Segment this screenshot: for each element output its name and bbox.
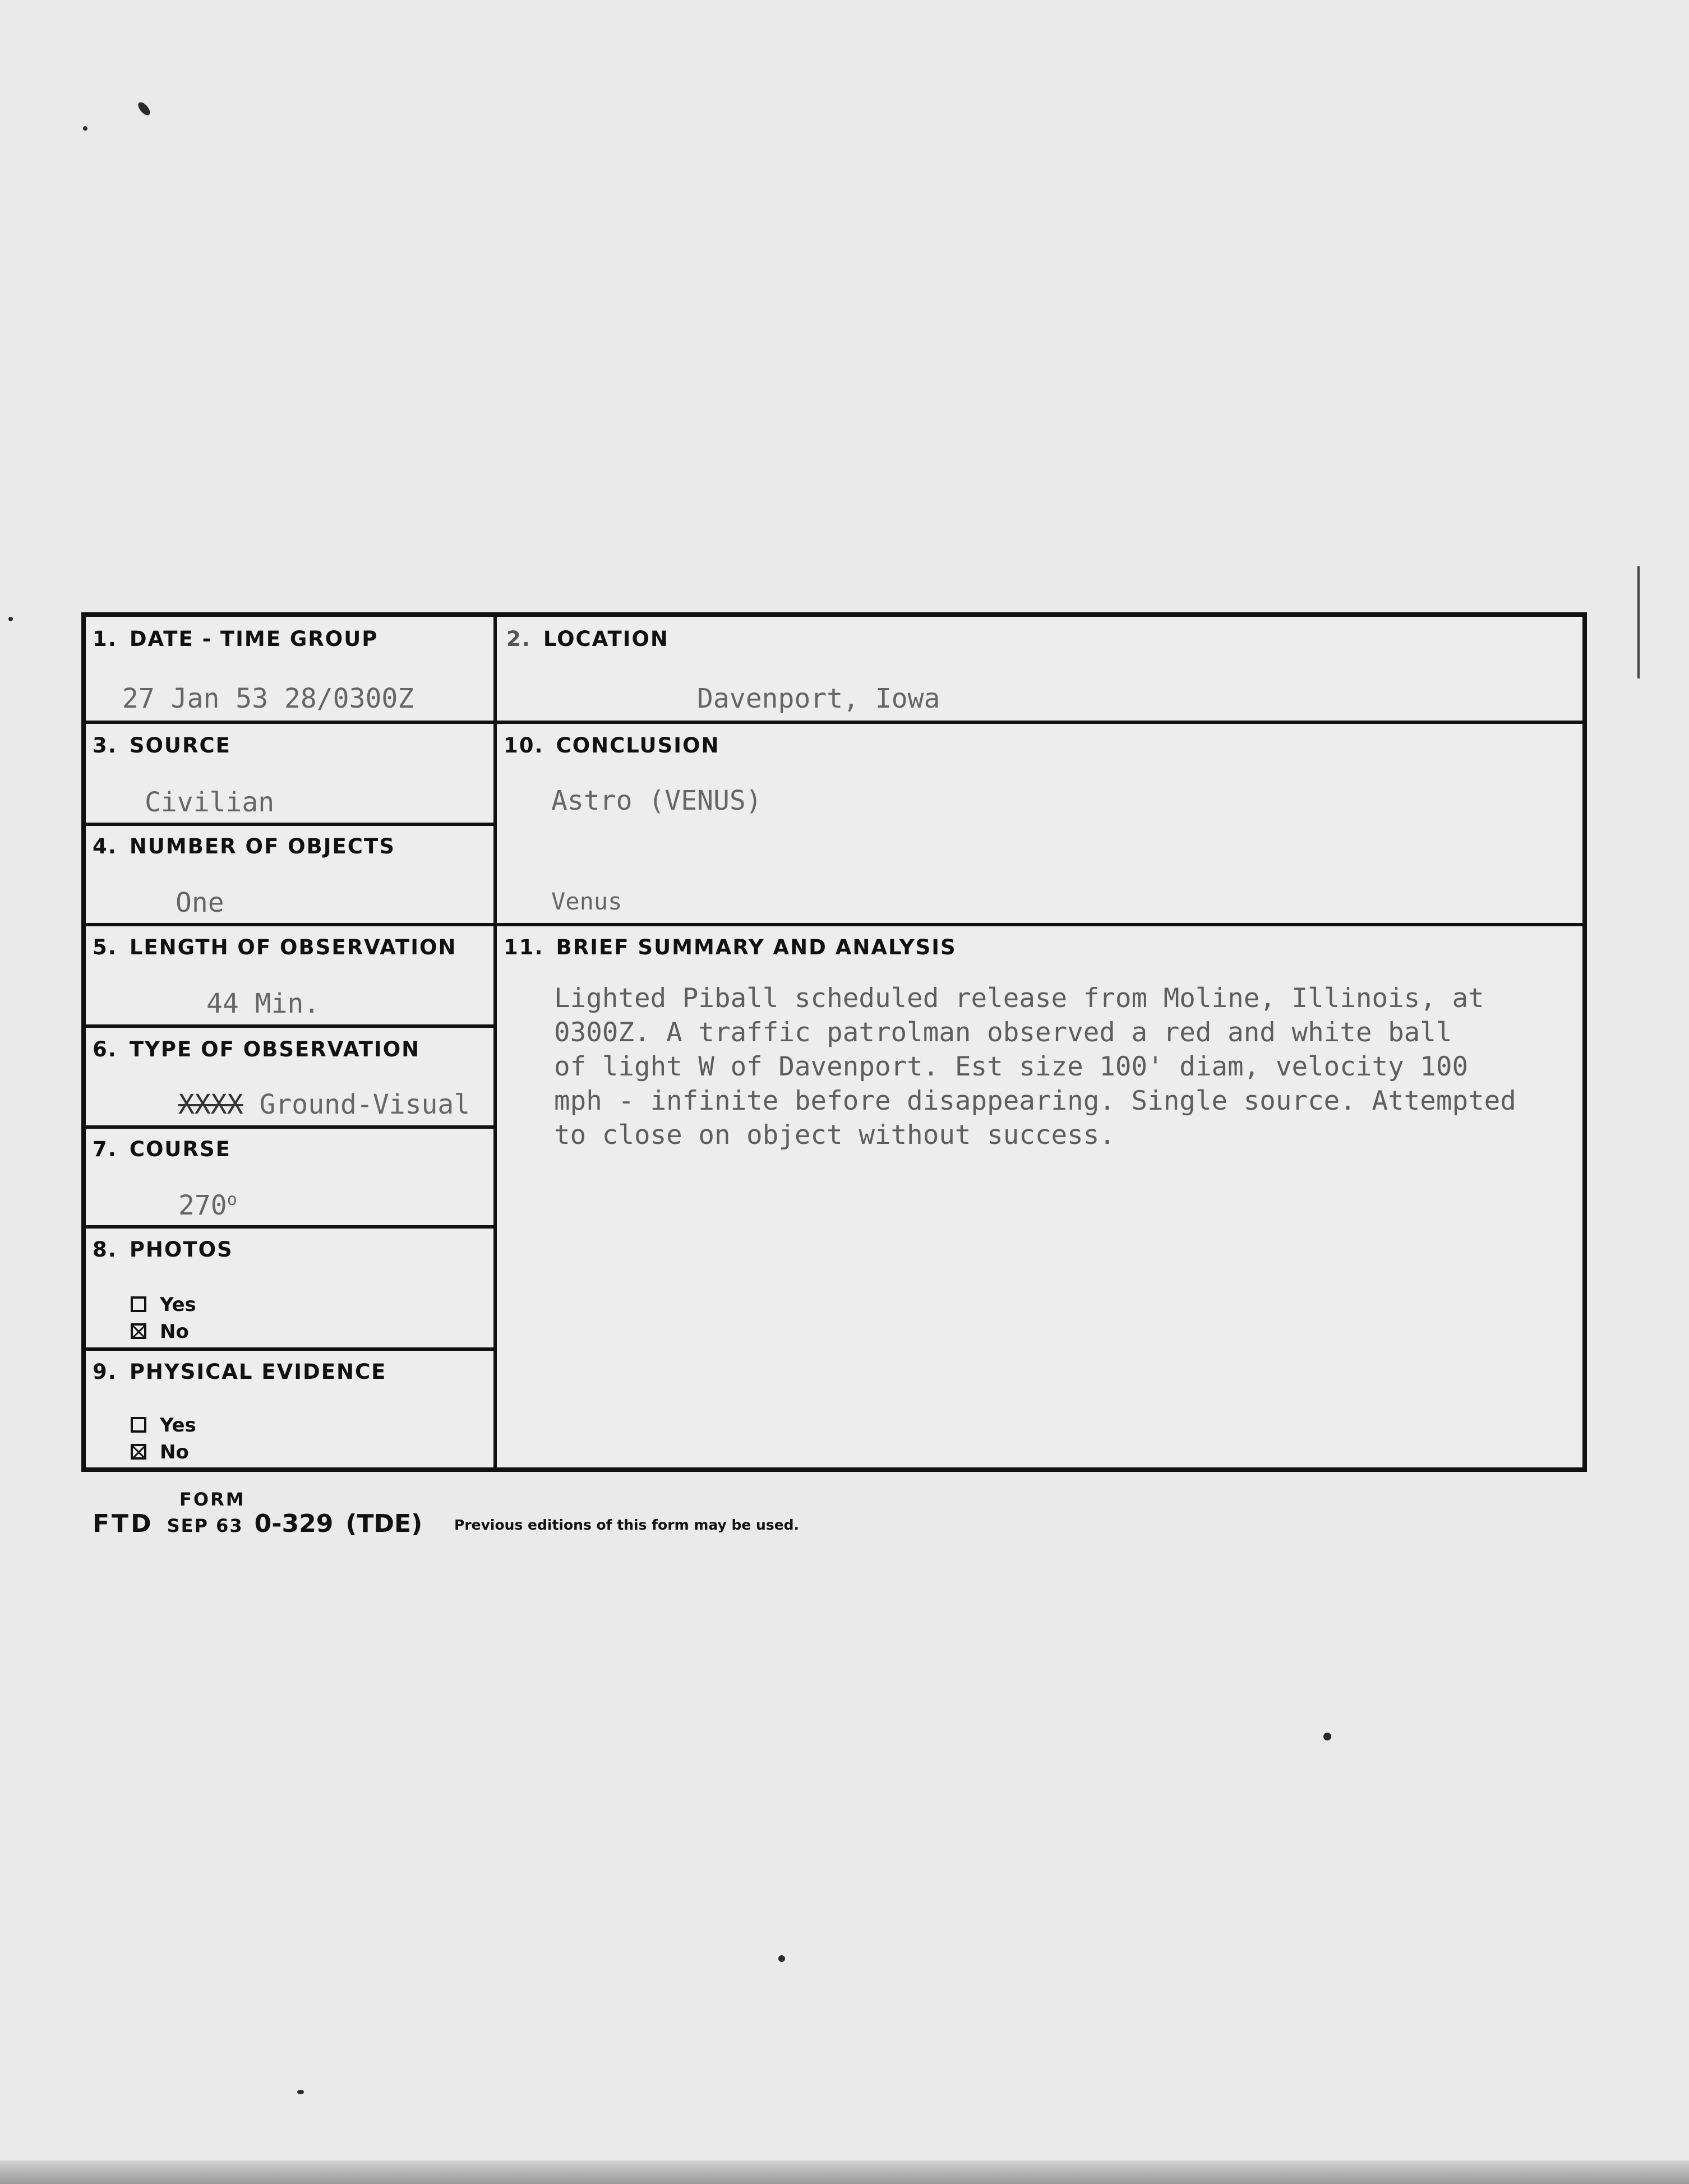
scan-speck bbox=[297, 2090, 304, 2094]
field-label: SOURCE bbox=[129, 733, 231, 758]
field-label: LOCATION bbox=[543, 627, 669, 651]
checkbox-checked-icon bbox=[131, 1444, 146, 1460]
conclusion-value: Astro (VENUS) bbox=[551, 785, 762, 816]
conclusion-label bbox=[504, 733, 719, 758]
source-label bbox=[93, 733, 231, 758]
field-number: 10. bbox=[504, 733, 544, 758]
summary-text bbox=[554, 981, 1580, 1152]
course-degrees: 270 bbox=[178, 1190, 227, 1221]
scan-speck bbox=[83, 126, 87, 131]
summary-line: Lighted Piball scheduled release from Moline, Illinois, at bbox=[554, 983, 1484, 1014]
row-divider bbox=[86, 1225, 495, 1229]
column-divider bbox=[493, 617, 497, 1467]
field-number: 6. bbox=[93, 1037, 117, 1061]
scan-bottom-band bbox=[0, 2160, 1689, 2184]
footer-form-number: 0-329 bbox=[254, 1509, 334, 1538]
number-of-objects-label bbox=[93, 834, 395, 858]
summary-line: 0300Z. A traffic patrolman observed a red and white ball bbox=[554, 1017, 1452, 1048]
photos-no-option[interactable] bbox=[131, 1320, 189, 1343]
field-label: DATE - TIME GROUP bbox=[129, 627, 379, 651]
row-divider bbox=[86, 1347, 495, 1351]
row-divider bbox=[86, 1125, 495, 1129]
field-number: 9. bbox=[93, 1360, 117, 1384]
option-label: Yes bbox=[160, 1294, 196, 1316]
course-label bbox=[93, 1137, 231, 1161]
field-number: 1. bbox=[93, 627, 117, 651]
field-label: BRIEF SUMMARY AND ANALYSIS bbox=[556, 935, 957, 959]
field-number: 11. bbox=[504, 935, 544, 959]
field-label: CONCLUSION bbox=[556, 733, 720, 758]
option-label: No bbox=[160, 1441, 189, 1463]
length-of-observation-label bbox=[93, 935, 456, 959]
type-of-observation-value bbox=[178, 1089, 470, 1120]
type-of-observation-label bbox=[93, 1037, 420, 1061]
field-number: 8. bbox=[93, 1238, 117, 1262]
field-label: PHYSICAL EVIDENCE bbox=[129, 1360, 387, 1384]
scan-edge-line bbox=[1637, 566, 1640, 678]
photos-label bbox=[93, 1238, 233, 1262]
field-label: COURSE bbox=[129, 1137, 231, 1161]
row-divider bbox=[86, 923, 1582, 926]
physical-evidence-no-option[interactable] bbox=[131, 1441, 189, 1463]
field-label: NUMBER OF OBJECTS bbox=[129, 834, 395, 858]
footer-form-word: FORM bbox=[179, 1489, 246, 1510]
summary-line: mph - infinite before disappearing. Single source. Attempted bbox=[554, 1086, 1516, 1116]
field-number: 5. bbox=[93, 935, 117, 959]
checkbox-empty-icon bbox=[131, 1296, 146, 1312]
footer-ftd: FTD bbox=[93, 1509, 154, 1538]
date-time-group-label bbox=[93, 627, 378, 651]
footer-form-id bbox=[93, 1509, 422, 1538]
checkbox-checked-icon bbox=[131, 1323, 146, 1339]
option-label: Yes bbox=[160, 1414, 196, 1437]
field-number: 2. bbox=[506, 627, 531, 651]
scan-speck bbox=[136, 100, 153, 117]
course-value bbox=[178, 1190, 237, 1221]
field-number: 3. bbox=[93, 733, 117, 758]
row-divider bbox=[86, 823, 495, 826]
summary-line: of light W of Davenport. Est size 100' diam, velocity 100 bbox=[554, 1051, 1469, 1082]
physical-evidence-label bbox=[93, 1360, 386, 1384]
conclusion-note: Venus bbox=[551, 888, 622, 915]
field-number: 4. bbox=[93, 834, 117, 858]
footer-date: SEP 63 bbox=[167, 1515, 243, 1536]
checkbox-empty-icon bbox=[131, 1417, 146, 1433]
field-label: TYPE OF OBSERVATION bbox=[129, 1037, 421, 1061]
row-divider bbox=[86, 1024, 495, 1028]
option-label: No bbox=[160, 1320, 189, 1343]
observation-type-text: Ground-Visual bbox=[259, 1089, 470, 1120]
scan-speck bbox=[1323, 1733, 1331, 1740]
ufo-report-form bbox=[81, 612, 1587, 1472]
degree-symbol: o bbox=[227, 1190, 237, 1209]
date-time-group-value: 27 Jan 53 28/0300Z bbox=[122, 683, 414, 714]
location-value: Davenport, Iowa bbox=[697, 683, 940, 714]
scan-speck bbox=[8, 617, 13, 621]
footer-org: (TDE) bbox=[345, 1509, 423, 1538]
field-label: PHOTOS bbox=[129, 1238, 233, 1262]
field-label: LENGTH OF OBSERVATION bbox=[129, 935, 457, 959]
summary-line: to close on object without success. bbox=[554, 1120, 1115, 1151]
summary-label bbox=[504, 935, 957, 959]
location-label bbox=[506, 627, 669, 651]
number-of-objects-value: One bbox=[176, 887, 224, 918]
struck-out-text: XXXX bbox=[178, 1089, 243, 1120]
field-number: 7. bbox=[93, 1137, 117, 1161]
length-of-observation-value: 44 Min. bbox=[206, 988, 320, 1019]
scan-speck bbox=[778, 1955, 785, 1962]
photos-yes-option[interactable] bbox=[131, 1294, 196, 1316]
source-value: Civilian bbox=[145, 787, 275, 818]
row-divider bbox=[86, 721, 1582, 724]
footer-note: Previous editions of this form may be used. bbox=[454, 1517, 800, 1533]
physical-evidence-yes-option[interactable] bbox=[131, 1414, 196, 1437]
